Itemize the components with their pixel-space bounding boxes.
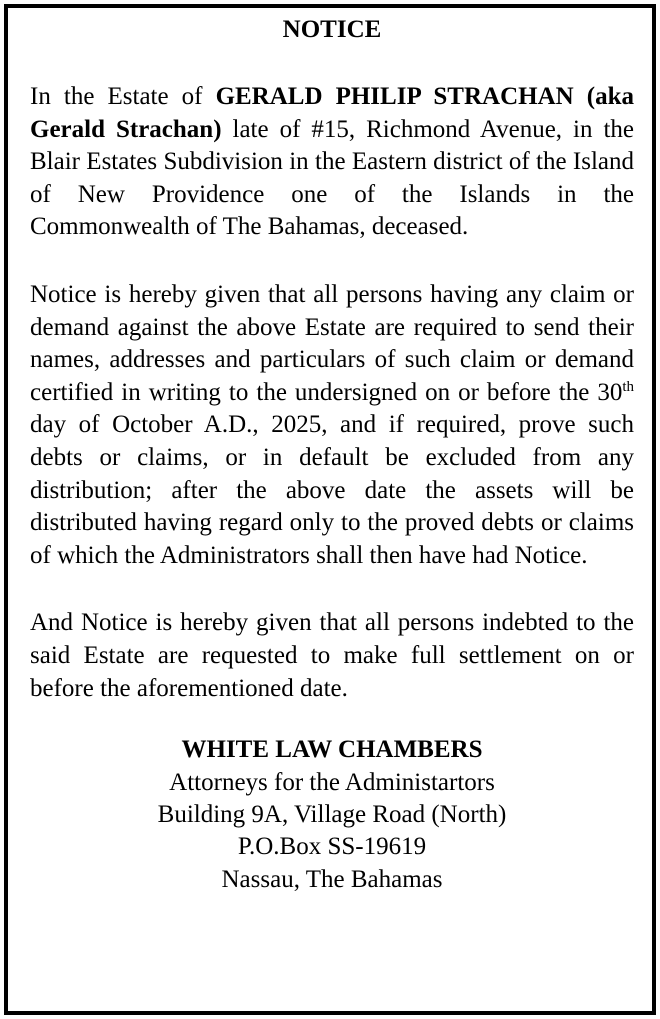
firm-address: Building 9A, Village Road (North) [157,800,507,828]
firm-po-box: P.O.Box SS-19619 [237,833,427,861]
estate-details-text: late of #15, Richmond Avenue, in the Blair Estates Subdivision in the Eastern district of the Island of New Providence one of the Islands in the Commonwealth of The Bahamas, deceased. [30,115,634,241]
signature-block [30,734,634,896]
firm-name: WHITE LAW CHAMBERS [181,736,483,764]
indebted-paragraph: And Notice is hereby given that all persons indebted to the said Estate are requested to make full settlement on or before the aforementioned date. [30,609,634,702]
claims-paragraph [30,279,634,572]
estate-lead-text: In the Estate of [30,83,216,110]
estate-paragraph [30,81,634,244]
deceased-name: GERALD PHILIP STRACHAN (aka Gerald Strachan) [30,83,634,143]
notice-content [30,14,634,896]
firm-city: Nassau, The Bahamas [221,865,443,893]
firm-role: Attorneys for the Administartors [169,768,495,796]
day-ordinal-suffix: th [622,378,634,395]
notice-title: NOTICE [282,16,382,43]
claims-text-after-date: day of October A.D., 2025, and if required, prove such debts or claims, or in default be excluded from any distribution; after the above date the assets will be distributed having regard only to the proved debts or claims of which the Administrators shall then have had Notice. [30,411,634,569]
claims-text-before-date: Notice is hereby given that all persons having any claim or demand against the above Estate are required to send their names, addresses and particulars of such claim or demand certified in writing to the undersigned on or before the 30 [30,280,634,406]
notice-border [4,4,656,1015]
